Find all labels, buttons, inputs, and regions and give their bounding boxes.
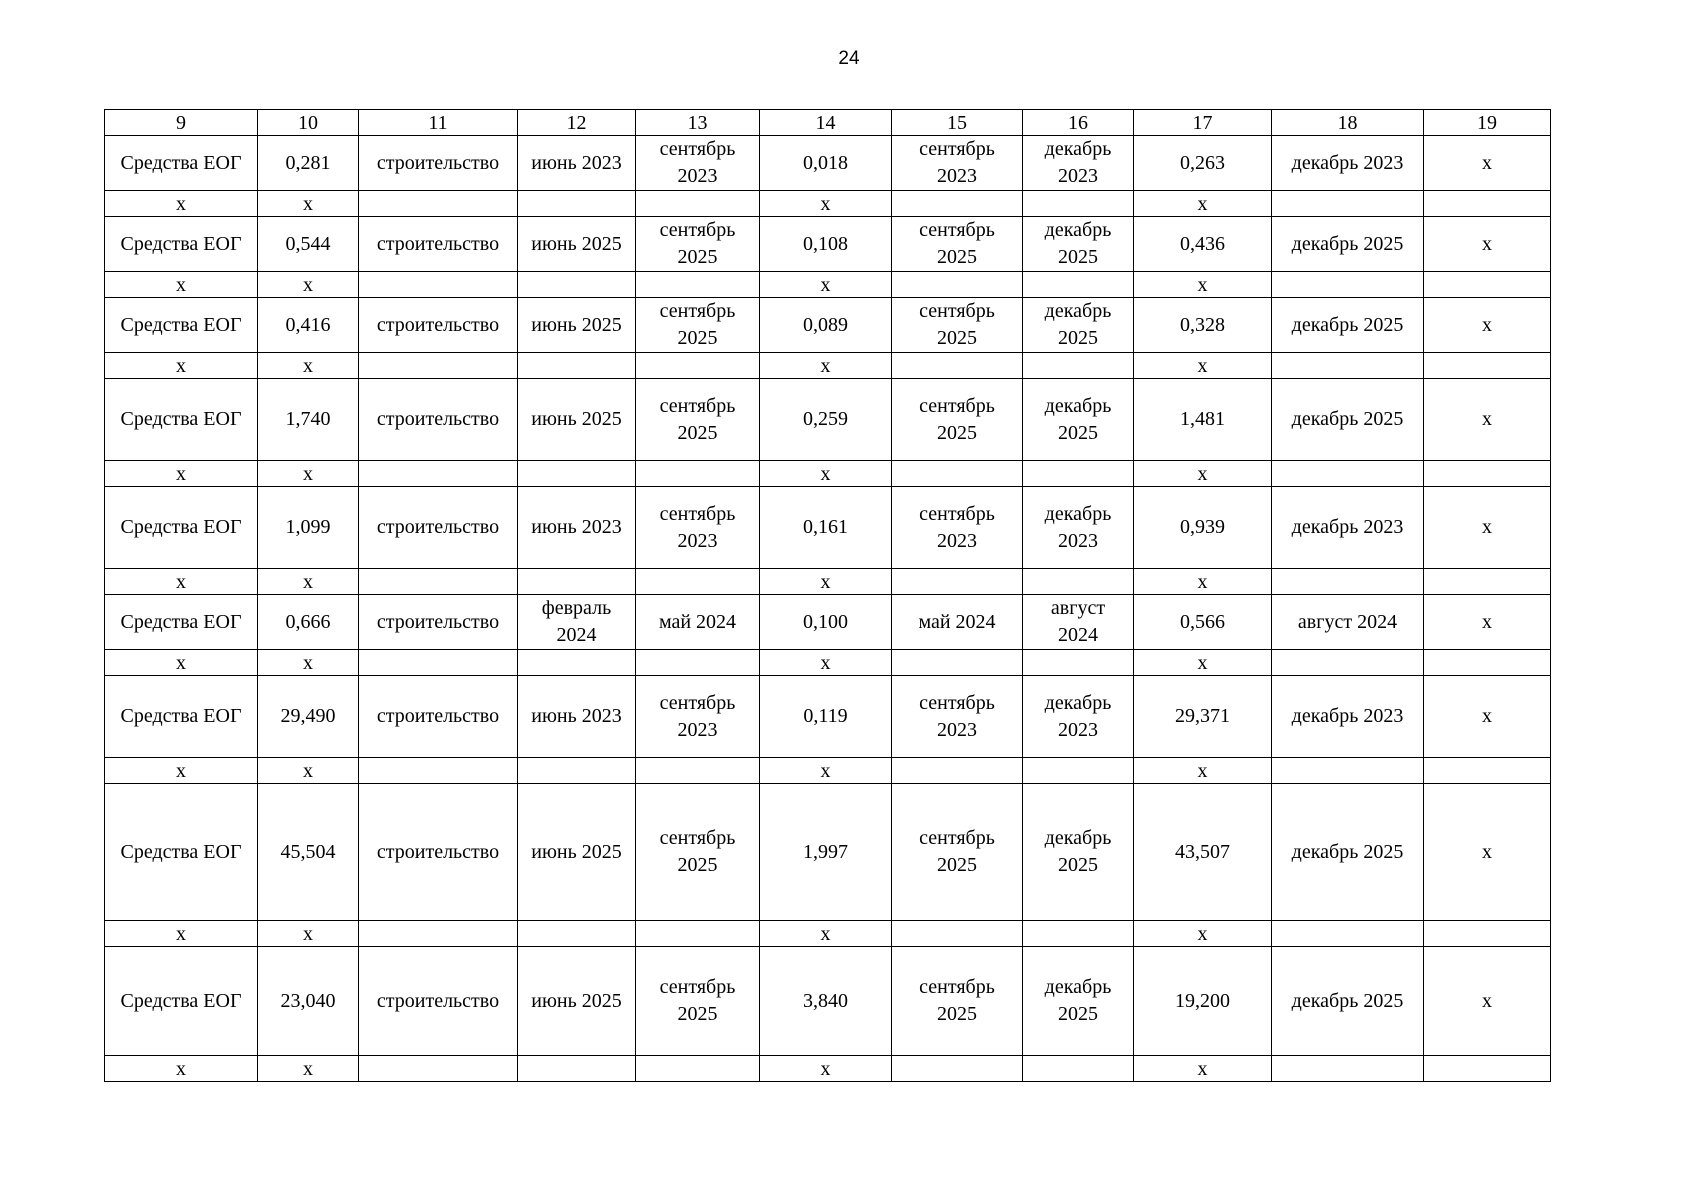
table-cell: строительство: [359, 487, 518, 569]
table-row-sub: [105, 353, 1551, 379]
table-row-sub: [105, 1056, 1551, 1082]
table-cell: [892, 758, 1023, 784]
table-cell: сентябрь 2025: [892, 947, 1023, 1056]
table-cell: 0,328: [1134, 298, 1272, 353]
table-cell: 1,740: [258, 379, 359, 461]
table-cell: [636, 569, 760, 595]
column-number: 19: [1424, 110, 1551, 136]
table-cell: сентябрь 2025: [636, 298, 760, 353]
table-cell: x: [760, 569, 892, 595]
table-cell: [518, 1056, 636, 1082]
table-cell: [1424, 758, 1551, 784]
column-number: 9: [105, 110, 258, 136]
table-row: [105, 784, 1551, 921]
table-cell: июнь 2023: [518, 487, 636, 569]
table-cell: x: [258, 461, 359, 487]
table-cell: [518, 191, 636, 217]
table-cell: [1023, 191, 1134, 217]
table-cell: 0,416: [258, 298, 359, 353]
table-cell: [1023, 650, 1134, 676]
table-cell: Средства ЕОГ: [105, 784, 258, 921]
table-cell: декабрь 2023: [1023, 487, 1134, 569]
table-cell: [1424, 1056, 1551, 1082]
table-cell: x: [760, 921, 892, 947]
table-cell: x: [1424, 379, 1551, 461]
table-cell: x: [760, 650, 892, 676]
table-cell: сентябрь 2025: [892, 784, 1023, 921]
table-cell: [359, 921, 518, 947]
table-cell: x: [1134, 461, 1272, 487]
table-cell: строительство: [359, 784, 518, 921]
table-cell: сентябрь 2025: [636, 217, 760, 272]
table-cell: Средства ЕОГ: [105, 298, 258, 353]
table-cell: [636, 921, 760, 947]
table-cell: [1424, 921, 1551, 947]
table-cell: [892, 191, 1023, 217]
table-cell: x: [1134, 272, 1272, 298]
column-number: 12: [518, 110, 636, 136]
table-cell: [1272, 921, 1424, 947]
table-cell: сентябрь 2023: [892, 136, 1023, 191]
table-cell: x: [1424, 298, 1551, 353]
table-cell: декабрь 2025: [1023, 947, 1134, 1056]
table-row: [105, 136, 1551, 191]
table-cell: сентябрь 2025: [892, 217, 1023, 272]
table-cell: [518, 569, 636, 595]
table-cell: x: [1134, 921, 1272, 947]
table-cell: [359, 758, 518, 784]
table-cell: x: [760, 758, 892, 784]
table-cell: [1424, 650, 1551, 676]
table-cell: [359, 650, 518, 676]
table-cell: 29,490: [258, 676, 359, 758]
table-cell: декабрь 2025: [1272, 298, 1424, 353]
table-cell: 0,259: [760, 379, 892, 461]
table-row: [105, 595, 1551, 650]
table-cell: [1023, 461, 1134, 487]
table-cell: x: [105, 921, 258, 947]
table-cell: x: [258, 1056, 359, 1082]
table-cell: 45,504: [258, 784, 359, 921]
table-cell: 0,018: [760, 136, 892, 191]
table-cell: июнь 2025: [518, 298, 636, 353]
table-cell: 0,161: [760, 487, 892, 569]
table-cell: Средства ЕОГ: [105, 487, 258, 569]
table-cell: сентябрь 2025: [636, 379, 760, 461]
table-cell: 0,566: [1134, 595, 1272, 650]
column-number: 13: [636, 110, 760, 136]
table-cell: [359, 353, 518, 379]
table-row: [105, 298, 1551, 353]
column-number: 10: [258, 110, 359, 136]
table-row: [105, 676, 1551, 758]
table-cell: декабрь 2025: [1023, 217, 1134, 272]
table-cell: [636, 191, 760, 217]
table-cell: x: [1424, 595, 1551, 650]
table-cell: Средства ЕОГ: [105, 379, 258, 461]
table-cell: x: [1134, 353, 1272, 379]
table-row-sub: [105, 461, 1551, 487]
table-cell: Средства ЕОГ: [105, 676, 258, 758]
table-cell: 0,544: [258, 217, 359, 272]
table-cell: 29,371: [1134, 676, 1272, 758]
table-cell: сентябрь 2023: [892, 487, 1023, 569]
table-cell: февраль 2024: [518, 595, 636, 650]
table-cell: x: [258, 191, 359, 217]
table-cell: строительство: [359, 217, 518, 272]
table-cell: x: [258, 272, 359, 298]
table-cell: [359, 461, 518, 487]
table-cell: июнь 2023: [518, 676, 636, 758]
table-cell: [636, 758, 760, 784]
table-row: [105, 947, 1551, 1056]
table-row-sub: [105, 569, 1551, 595]
table-cell: 1,481: [1134, 379, 1272, 461]
column-number: 14: [760, 110, 892, 136]
table-cell: [359, 1056, 518, 1082]
table-cell: x: [105, 569, 258, 595]
table-cell: декабрь 2023: [1272, 136, 1424, 191]
table-row-sub: [105, 758, 1551, 784]
table-cell: x: [105, 758, 258, 784]
table-cell: [1023, 921, 1134, 947]
table-cell: [1023, 758, 1134, 784]
table-cell: август 2024: [1272, 595, 1424, 650]
table-cell: июнь 2025: [518, 379, 636, 461]
table-cell: декабрь 2023: [1272, 676, 1424, 758]
table-cell: строительство: [359, 947, 518, 1056]
table-cell: [636, 650, 760, 676]
table-cell: сентябрь 2023: [636, 136, 760, 191]
table-cell: 0,281: [258, 136, 359, 191]
table-cell: x: [1424, 784, 1551, 921]
column-number: 17: [1134, 110, 1272, 136]
table-cell: x: [258, 650, 359, 676]
table-cell: x: [1424, 947, 1551, 1056]
table-cell: декабрь 2023: [1023, 676, 1134, 758]
table-cell: июнь 2023: [518, 136, 636, 191]
column-number: 18: [1272, 110, 1424, 136]
table-cell: сентябрь 2023: [636, 676, 760, 758]
table-cell: сентябрь 2025: [892, 379, 1023, 461]
table-cell: x: [1424, 487, 1551, 569]
table-cell: 0,666: [258, 595, 359, 650]
table-cell: [359, 569, 518, 595]
table-cell: сентябрь 2025: [636, 947, 760, 1056]
table-cell: [1272, 191, 1424, 217]
table-cell: июнь 2025: [518, 947, 636, 1056]
table-cell: 0,100: [760, 595, 892, 650]
table-cell: 1,997: [760, 784, 892, 921]
table-cell: [1272, 569, 1424, 595]
table-cell: [1023, 353, 1134, 379]
table-cell: x: [105, 1056, 258, 1082]
table-cell: [1272, 758, 1424, 784]
table-cell: x: [760, 1056, 892, 1082]
table-cell: [892, 272, 1023, 298]
table-cell: строительство: [359, 676, 518, 758]
table-cell: x: [1134, 1056, 1272, 1082]
table-cell: x: [105, 650, 258, 676]
table-cell: x: [258, 921, 359, 947]
table-cell: 0,119: [760, 676, 892, 758]
table-cell: [359, 191, 518, 217]
table-cell: [1272, 461, 1424, 487]
table-cell: x: [1424, 676, 1551, 758]
table-cell: [1424, 353, 1551, 379]
table-row-sub: [105, 921, 1551, 947]
table-row: [105, 379, 1551, 461]
table-cell: x: [258, 353, 359, 379]
table-cell: x: [760, 191, 892, 217]
table-cell: [1424, 569, 1551, 595]
table-cell: май 2024: [892, 595, 1023, 650]
table-cell: [636, 353, 760, 379]
table-row: [105, 217, 1551, 272]
column-number: 11: [359, 110, 518, 136]
table-cell: сентябрь 2025: [636, 784, 760, 921]
table-cell: 0,108: [760, 217, 892, 272]
table-cell: август 2024: [1023, 595, 1134, 650]
table-cell: декабрь 2025: [1272, 379, 1424, 461]
table-row: [105, 487, 1551, 569]
table-cell: [518, 272, 636, 298]
table-cell: май 2024: [636, 595, 760, 650]
page-number: 24: [838, 48, 860, 69]
table-cell: строительство: [359, 595, 518, 650]
table-cell: x: [105, 272, 258, 298]
table-cell: x: [105, 461, 258, 487]
table-cell: x: [1424, 217, 1551, 272]
table-cell: [892, 1056, 1023, 1082]
column-number: 15: [892, 110, 1023, 136]
table-row-sub: [105, 191, 1551, 217]
table-cell: Средства ЕОГ: [105, 947, 258, 1056]
table-cell: [518, 461, 636, 487]
table-cell: [892, 921, 1023, 947]
table-cell: строительство: [359, 136, 518, 191]
table-cell: [1023, 1056, 1134, 1082]
table-cell: [636, 272, 760, 298]
table-cell: [636, 1056, 760, 1082]
table-cell: декабрь 2025: [1023, 298, 1134, 353]
table-cell: [892, 461, 1023, 487]
table-cell: [1023, 569, 1134, 595]
table-cell: x: [258, 758, 359, 784]
table-cell: строительство: [359, 379, 518, 461]
table-cell: x: [258, 569, 359, 595]
table-cell: 0,263: [1134, 136, 1272, 191]
table-cell: [1272, 650, 1424, 676]
column-number: 16: [1023, 110, 1134, 136]
data-table: [104, 109, 1551, 1082]
table-cell: 3,840: [760, 947, 892, 1056]
table-cell: сентябрь 2023: [892, 676, 1023, 758]
table-cell: декабрь 2025: [1272, 947, 1424, 1056]
table-cell: сентябрь 2025: [892, 298, 1023, 353]
table-cell: [636, 461, 760, 487]
table-cell: [1272, 353, 1424, 379]
table-cell: x: [760, 353, 892, 379]
table-cell: Средства ЕОГ: [105, 595, 258, 650]
table-cell: Средства ЕОГ: [105, 217, 258, 272]
table-cell: декабрь 2023: [1023, 136, 1134, 191]
table-cell: 19,200: [1134, 947, 1272, 1056]
table-cell: июнь 2025: [518, 217, 636, 272]
table-cell: x: [105, 353, 258, 379]
table-cell: декабрь 2025: [1023, 379, 1134, 461]
table-cell: [1272, 272, 1424, 298]
table-row-sub: [105, 272, 1551, 298]
table-cell: [518, 921, 636, 947]
table-cell: [1424, 461, 1551, 487]
table-cell: [518, 758, 636, 784]
table-cell: строительство: [359, 298, 518, 353]
table-cell: x: [1134, 650, 1272, 676]
table-cell: [1424, 191, 1551, 217]
table-cell: 1,099: [258, 487, 359, 569]
table-cell: [892, 353, 1023, 379]
table-cell: x: [1134, 191, 1272, 217]
column-number-row: [105, 110, 1551, 136]
table-cell: [359, 272, 518, 298]
table-cell: x: [760, 272, 892, 298]
table-cell: декабрь 2025: [1272, 784, 1424, 921]
table-cell: 0,939: [1134, 487, 1272, 569]
table-cell: декабрь 2025: [1272, 217, 1424, 272]
table-cell: июнь 2025: [518, 784, 636, 921]
table-cell: [892, 569, 1023, 595]
table-cell: 43,507: [1134, 784, 1272, 921]
table-cell: [518, 650, 636, 676]
table-cell: [1272, 1056, 1424, 1082]
table-cell: x: [105, 191, 258, 217]
table-cell: [1424, 272, 1551, 298]
table-cell: декабрь 2025: [1023, 784, 1134, 921]
table-cell: [518, 353, 636, 379]
table-cell: x: [760, 461, 892, 487]
table-cell: x: [1134, 758, 1272, 784]
table-cell: x: [1134, 569, 1272, 595]
table-cell: сентябрь 2023: [636, 487, 760, 569]
table-cell: [892, 650, 1023, 676]
table-cell: 0,436: [1134, 217, 1272, 272]
table-cell: x: [1424, 136, 1551, 191]
table-cell: 23,040: [258, 947, 359, 1056]
table-cell: декабрь 2023: [1272, 487, 1424, 569]
table-cell: Средства ЕОГ: [105, 136, 258, 191]
table-cell: 0,089: [760, 298, 892, 353]
table-cell: [1023, 272, 1134, 298]
table-row-sub: [105, 650, 1551, 676]
